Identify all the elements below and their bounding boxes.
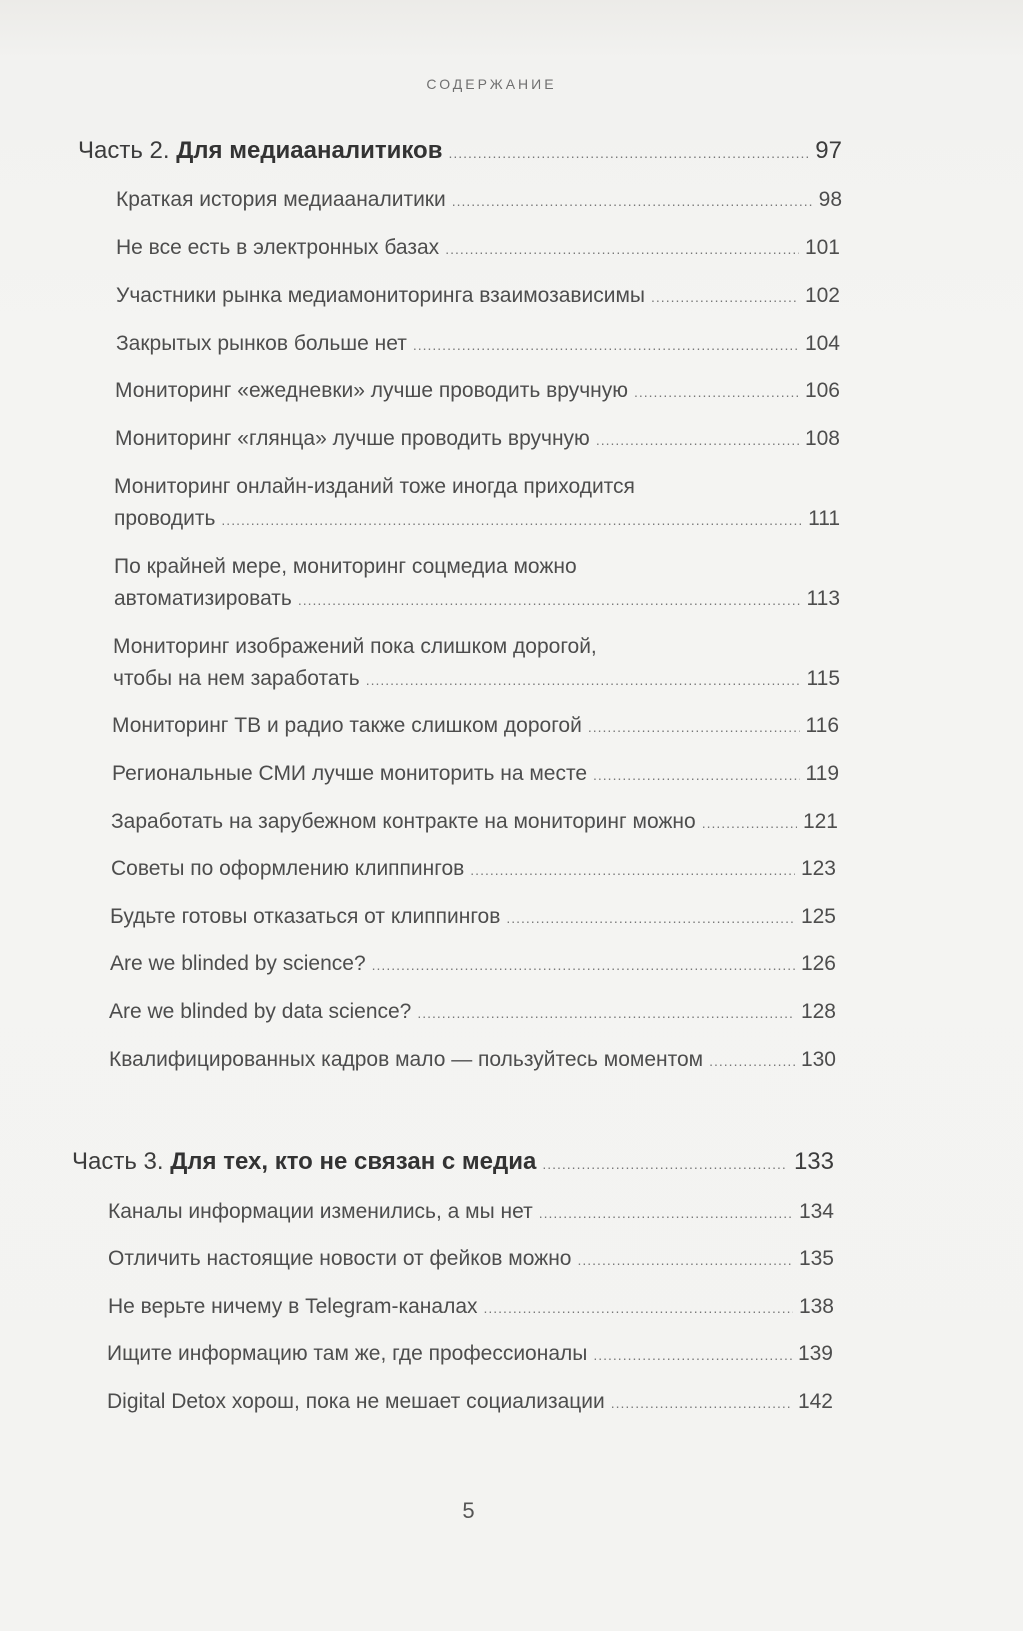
toc-entry[interactable] (108, 1200, 834, 1224)
toc-entry[interactable] (116, 188, 842, 212)
leader-dots (651, 289, 799, 305)
toc-entry[interactable] (110, 905, 836, 929)
leader-dots (298, 592, 801, 608)
toc-entry[interactable] (108, 1247, 834, 1271)
leader-dots (588, 719, 800, 735)
page-ref: 135 (798, 1247, 834, 1270)
toc-entry[interactable] (114, 507, 840, 531)
part-prefix: Часть 3. (72, 1148, 164, 1175)
page-ref: 119 (805, 762, 839, 785)
page-ref: 125 (800, 905, 836, 928)
leader-dots (539, 1205, 793, 1221)
page-ref: 97 (815, 137, 842, 164)
entry-title: Будьте готовы отказаться от клиппингов (110, 905, 501, 928)
toc-entry[interactable] (109, 1048, 836, 1072)
leader-dots (593, 767, 800, 783)
entry-title: Мониторинг «глянца» лучше проводить вручную (115, 427, 590, 450)
page-ref: 142 (797, 1390, 833, 1413)
toc-entry[interactable] (116, 284, 840, 308)
entry-title: Не все есть в электронных базах (116, 236, 440, 259)
page-ref: 111 (808, 507, 840, 530)
toc-part-heading[interactable] (78, 137, 842, 165)
entry-title: Мониторинг «ежедневки» лучше проводить вручную (115, 379, 628, 402)
entry-title: проводить (114, 507, 216, 530)
entry-title: Are we blinded by data science? (109, 1000, 412, 1023)
toc-entry[interactable] (107, 1390, 833, 1414)
toc-entry[interactable] (111, 857, 836, 881)
leader-dots (506, 910, 795, 926)
entry-title: Участники рынка медиамониторинга взаимозависимы (116, 284, 646, 307)
entry-title: Отличить настоящие новости от фейков можно (108, 1247, 572, 1270)
entry-title: Советы по оформлению клиппингов (111, 857, 465, 880)
page-ref: 123 (800, 857, 836, 880)
leader-dots (372, 957, 795, 973)
leader-dots (596, 432, 799, 448)
toc-entry[interactable] (116, 236, 840, 260)
page-ref: 115 (806, 667, 840, 690)
toc-entry[interactable] (110, 952, 836, 976)
leader-dots (470, 862, 795, 878)
page-ref: 139 (797, 1342, 833, 1365)
part-title: Для медиааналитиков (176, 137, 443, 164)
toc-entry[interactable] (109, 1000, 836, 1024)
page-ref: 102 (804, 284, 840, 307)
leader-dots (484, 1300, 793, 1316)
leader-dots (634, 384, 799, 400)
entry-title: Не верьте ничему в Telegram-каналах (108, 1295, 478, 1318)
entry-title: автоматизировать (114, 587, 292, 610)
entry-title: Are we blinded by science? (110, 952, 366, 975)
page-ref: 116 (805, 714, 839, 737)
entry-title-line1[interactable]: По крайней мере, мониторинг соцмедиа можно (114, 555, 577, 578)
toc-entry[interactable] (112, 714, 839, 738)
running-head: СОДЕРЖАНИЕ (426, 76, 557, 92)
page-ref: 101 (804, 236, 840, 259)
page-ref: 128 (800, 1000, 836, 1023)
page-ref: 126 (800, 952, 836, 975)
leader-dots (593, 1347, 792, 1363)
page-ref: 98 (818, 188, 842, 211)
page-number: 5 (462, 1498, 475, 1523)
part-title: Для тех, кто не связан с медиа (170, 1148, 537, 1175)
toc-entry[interactable] (112, 762, 839, 786)
entry-title: Закрытых рынков больше нет (116, 332, 407, 355)
page-ref: 104 (804, 332, 840, 355)
leader-dots (413, 337, 799, 353)
page-ref: 138 (798, 1295, 834, 1318)
toc-entry[interactable] (114, 587, 840, 611)
leader-dots (452, 193, 813, 209)
toc-part-heading[interactable] (72, 1148, 834, 1176)
entry-title: Краткая история медиааналитики (116, 188, 446, 211)
page-ref: 113 (806, 587, 840, 610)
entry-title-line1[interactable]: Мониторинг изображений пока слишком дорогой, (113, 635, 597, 658)
leader-dots (709, 1053, 795, 1069)
entry-title: чтобы на нем заработать (113, 667, 360, 690)
leader-dots (445, 241, 799, 257)
leader-dots (542, 1156, 788, 1172)
toc-entry[interactable] (107, 1342, 833, 1366)
leader-dots (702, 815, 797, 831)
leader-dots (221, 512, 802, 528)
page-ref: 121 (802, 810, 838, 833)
entry-title: Квалифицированных кадров мало — пользуйтесь моментом (109, 1048, 704, 1071)
leader-dots (417, 1005, 795, 1021)
toc-entry[interactable] (116, 332, 840, 356)
part-prefix: Часть 2. (78, 137, 170, 164)
entry-title: Каналы информации изменились, а мы нет (108, 1200, 533, 1223)
page-ref: 130 (800, 1048, 836, 1071)
leader-dots (366, 672, 801, 688)
toc-entry[interactable] (113, 667, 840, 691)
page-ref: 134 (798, 1200, 834, 1223)
entry-title-line1[interactable]: Мониторинг онлайн-изданий тоже иногда приходится (114, 475, 635, 498)
entry-title: Мониторинг ТВ и радио также слишком дорогой (112, 714, 582, 737)
entry-title: Ищите информацию там же, где профессионалы (107, 1342, 588, 1365)
page-ref: 108 (804, 427, 840, 450)
entry-title: Digital Detox хорош, пока не мешает социализации (107, 1390, 605, 1413)
entry-title: Региональные СМИ лучше мониторить на месте (112, 762, 588, 785)
toc-entry[interactable] (115, 427, 840, 451)
toc-entry[interactable] (115, 379, 840, 403)
toc-entry[interactable] (111, 810, 838, 834)
leader-dots (578, 1252, 793, 1268)
toc-entry[interactable] (108, 1295, 834, 1319)
entry-title: Заработать на зарубежном контракте на мониторинг можно (111, 810, 696, 833)
leader-dots (448, 145, 809, 161)
page-ref: 133 (793, 1148, 834, 1175)
page-ref: 106 (804, 379, 840, 402)
leader-dots (611, 1395, 792, 1411)
